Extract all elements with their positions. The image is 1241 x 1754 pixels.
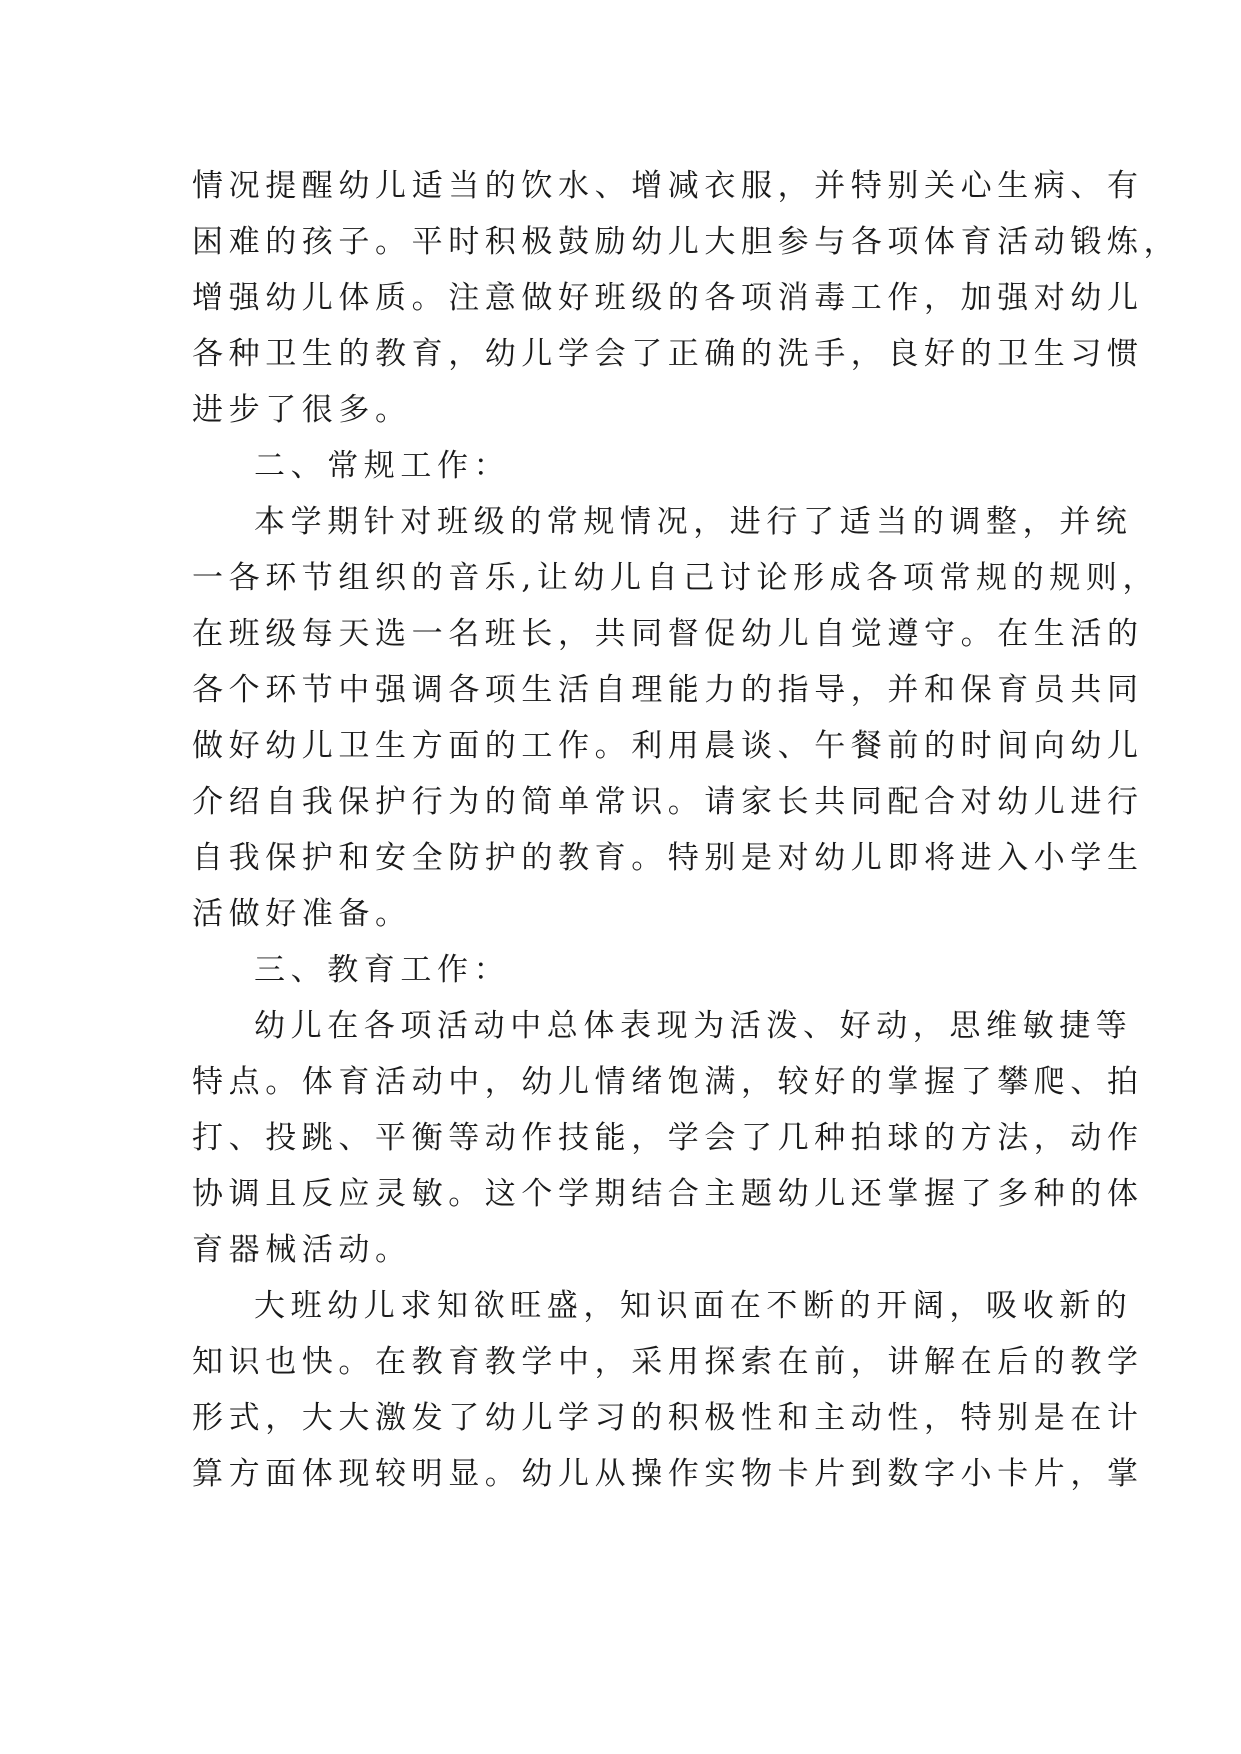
text-line: 特点。体育活动中，幼儿情绪饱满，较好的掌握了攀爬、拍 [192, 1064, 1144, 1100]
text-line: 介绍自我保护行为的简单常识。请家长共同配合对幼儿进行 [192, 784, 1144, 820]
text-line: 做好幼儿卫生方面的工作。利用晨谈、午餐前的时间向幼儿 [192, 728, 1144, 764]
text-line: 困难的孩子。平时积极鼓励幼儿大胆参与各项体育活动锻炼， [192, 224, 1181, 260]
paragraph-first-line: 幼儿在各项活动中总体表现为活泼、好动，思维敏捷等 [254, 1008, 1133, 1044]
text-line: 活做好准备。 [192, 896, 412, 932]
paragraph-first-line: 二、常规工作： [254, 448, 511, 484]
text-line: 情况提醒幼儿适当的饮水、增减衣服，并特别关心生病、有 [192, 168, 1144, 204]
paragraph-first-line: 大班幼儿求知欲旺盛，知识面在不断的开阔，吸收新的 [254, 1288, 1133, 1324]
text-line: 自我保护和安全防护的教育。特别是对幼儿即将进入小学生 [192, 840, 1144, 876]
text-line: 各种卫生的教育，幼儿学会了正确的洗手，良好的卫生习惯 [192, 336, 1144, 372]
text-line: 增强幼儿体质。注意做好班级的各项消毒工作，加强对幼儿 [192, 280, 1144, 316]
text-line: 进步了很多。 [192, 392, 412, 428]
text-line: 打、投跳、平衡等动作技能，学会了几种拍球的方法，动作 [192, 1120, 1144, 1156]
document-body-text [192, 158, 1181, 1502]
text-line: 育器械活动。 [192, 1232, 412, 1268]
paragraph-first-line: 本学期针对班级的常规情况，进行了适当的调整，并统 [254, 504, 1133, 540]
text-line: 一各环节组织的音乐,让幼儿自己讨论形成各项常规的规则， [192, 560, 1160, 596]
text-line: 协调且反应灵敏。这个学期结合主题幼儿还掌握了多种的体 [192, 1176, 1144, 1212]
text-line: 知识也快。在教育教学中，采用探索在前，讲解在后的教学 [192, 1344, 1144, 1380]
paragraph-first-line: 三、教育工作： [254, 952, 511, 988]
text-line: 算方面体现较明显。幼儿从操作实物卡片到数字小卡片，掌 [192, 1456, 1144, 1492]
text-line: 在班级每天选一名班长，共同督促幼儿自觉遵守。在生活的 [192, 616, 1144, 652]
text-line: 各个环节中强调各项生活自理能力的指导，并和保育员共同 [192, 672, 1144, 708]
text-line: 形式，大大激发了幼儿学习的积极性和主动性，特别是在计 [192, 1400, 1144, 1436]
